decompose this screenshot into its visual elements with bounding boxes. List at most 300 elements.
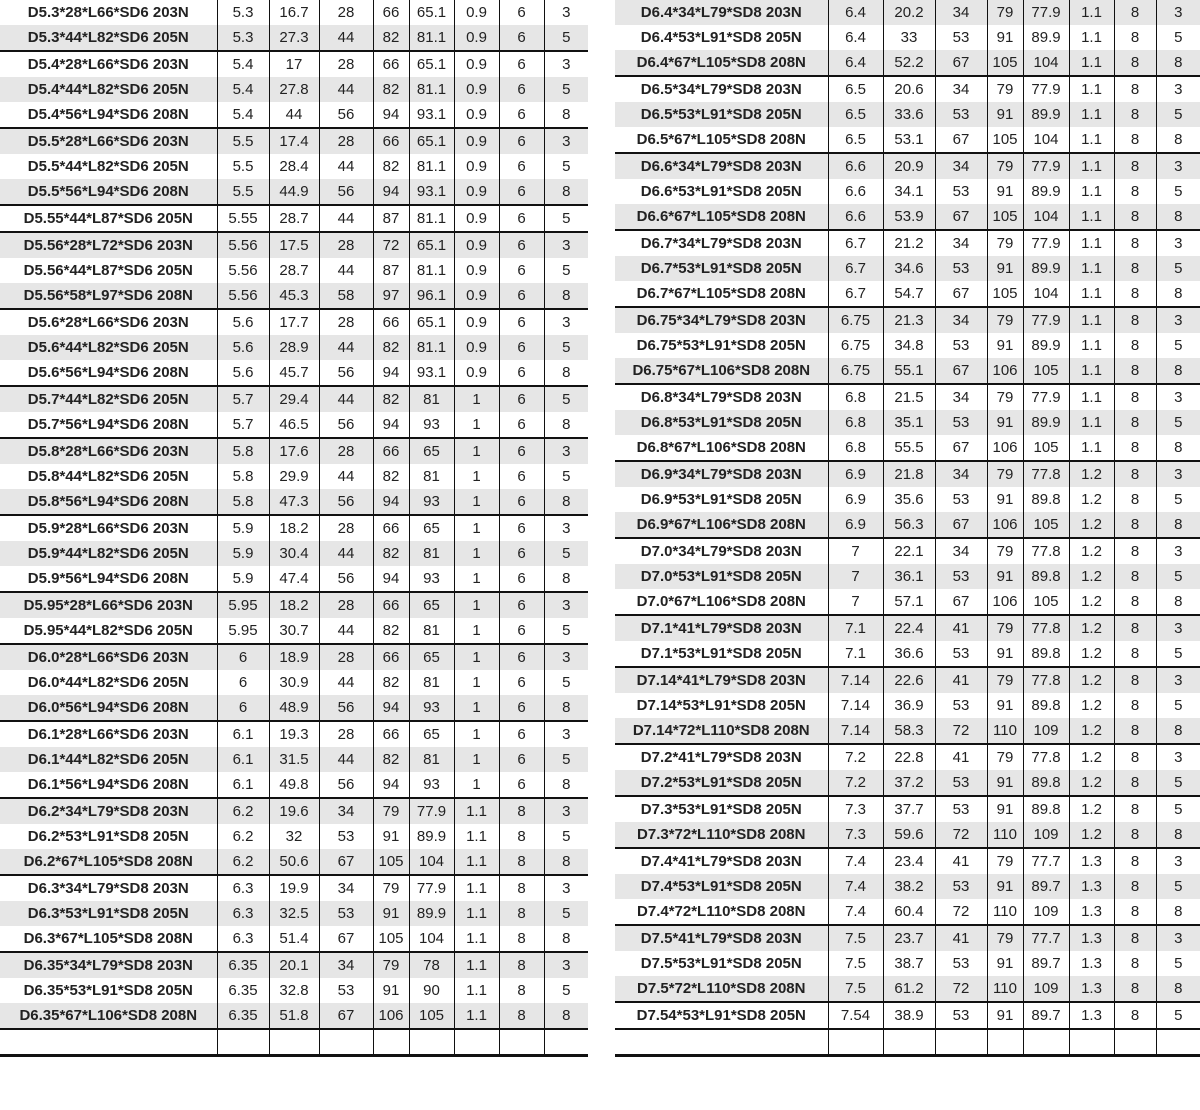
empty-cell	[1023, 1029, 1069, 1056]
value-cell: 21.8	[883, 461, 935, 487]
shank-cell: 6	[499, 25, 544, 51]
code-cell: D6.3*53*L91*SD8 205N	[0, 901, 217, 926]
overall-length-cell: 82	[373, 541, 409, 566]
length-cell: 89.9	[409, 824, 454, 849]
table-row	[615, 564, 1200, 589]
size-cell: 5	[1174, 645, 1183, 662]
value-cell: 20.1	[269, 952, 319, 978]
ratio-cell: 0.9	[454, 335, 499, 360]
empty-row	[0, 1029, 588, 1056]
table-row	[615, 1002, 1200, 1029]
shank-cell: 6	[499, 205, 544, 232]
flute-length-cell: 53	[935, 179, 987, 204]
overall-length-cell: 105	[987, 281, 1023, 307]
overall-length-cell: 79	[373, 798, 409, 824]
size-cell: 8	[1156, 822, 1200, 848]
size-cell: 5	[1156, 770, 1200, 796]
value-cell: 18.2	[269, 515, 319, 541]
flute-length-cell: 56	[319, 360, 373, 386]
code-cell: D5.3*28*L66*SD6 203N	[0, 0, 217, 25]
overall-length-cell: 66	[373, 438, 409, 464]
flute-length-cell: 34	[935, 230, 987, 256]
ratio-cell: 1.1	[1069, 307, 1114, 333]
code-cell: D6.8*67*L106*SD8 208N	[615, 435, 828, 461]
shank-cell: 6	[499, 360, 544, 386]
overall-length-cell: 66	[373, 0, 409, 25]
ratio-cell: 1.1	[1069, 358, 1114, 384]
flute-length-cell: 44	[319, 386, 373, 412]
diameter-cell: 7.1	[828, 641, 883, 667]
size-cell: 5	[562, 468, 571, 485]
shank-cell: 8	[1114, 25, 1156, 50]
length-cell: 89.8	[1023, 641, 1069, 667]
shank-cell: 8	[1114, 976, 1156, 1002]
overall-length-cell: 110	[987, 718, 1023, 744]
shank-cell: 6	[499, 309, 544, 335]
overall-length-cell: 66	[373, 644, 409, 670]
table-row	[615, 179, 1200, 204]
ratio-cell: 1.2	[1069, 589, 1114, 615]
table-row	[615, 358, 1200, 384]
code-cell: D5.6*56*L94*SD6 208N	[0, 360, 217, 386]
length-cell: 93.1	[409, 360, 454, 386]
length-cell: 77.9	[1023, 153, 1069, 179]
diameter-cell: 5.4	[217, 77, 269, 102]
size-cell: 8	[1156, 204, 1200, 230]
code-cell: D6.9*67*L106*SD8 208N	[615, 512, 828, 538]
shank-cell: 8	[1114, 333, 1156, 358]
size-cell: 8	[562, 570, 571, 587]
overall-length-cell: 91	[987, 770, 1023, 796]
code-cell: D7.1*41*L79*SD8 203N	[615, 615, 828, 641]
flute-length-cell: 67	[935, 127, 987, 153]
value-cell: 46.5	[269, 412, 319, 438]
shank-cell: 8	[1114, 0, 1156, 25]
ratio-cell: 1.3	[1069, 1002, 1114, 1029]
flute-length-cell: 28	[319, 51, 373, 77]
ratio-cell: 1.1	[1069, 76, 1114, 102]
length-cell: 77.9	[1023, 307, 1069, 333]
shank-cell: 8	[1114, 127, 1156, 153]
code-cell: D5.5*56*L94*SD6 208N	[0, 179, 217, 205]
diameter-cell: 7.5	[828, 976, 883, 1002]
flute-length-cell: 41	[935, 667, 987, 693]
code-cell: D6.5*53*L91*SD8 205N	[615, 102, 828, 127]
diameter-cell: 5.5	[217, 154, 269, 179]
length-cell: 90	[409, 978, 454, 1003]
ratio-cell: 1	[454, 489, 499, 515]
diameter-cell: 5.56	[217, 258, 269, 283]
diameter-cell: 6.35	[217, 952, 269, 978]
size-cell: 3	[544, 438, 588, 464]
flute-length-cell: 44	[319, 154, 373, 179]
diameter-cell: 5.9	[217, 515, 269, 541]
size-cell: 8	[1174, 593, 1183, 610]
length-cell: 89.9	[1023, 25, 1069, 50]
overall-length-cell: 82	[373, 618, 409, 644]
ratio-cell: 1.1	[1069, 204, 1114, 230]
length-cell: 77.8	[1023, 461, 1069, 487]
ratio-cell: 1	[454, 592, 499, 618]
value-cell: 36.6	[883, 641, 935, 667]
length-cell: 89.8	[1023, 796, 1069, 822]
empty-cell	[319, 1029, 373, 1056]
flute-length-cell: 67	[935, 281, 987, 307]
diameter-cell: 6.8	[828, 435, 883, 461]
ratio-cell: 1.2	[1069, 512, 1114, 538]
length-cell: 65	[409, 721, 454, 747]
value-cell: 53.1	[883, 127, 935, 153]
size-cell: 3	[544, 721, 588, 747]
empty-cell	[373, 1029, 409, 1056]
diameter-cell: 7.14	[828, 693, 883, 718]
table-row	[615, 204, 1200, 230]
code-cell: D7.3*72*L110*SD8 208N	[615, 822, 828, 848]
shank-cell: 8	[1114, 796, 1156, 822]
size-cell: 8	[544, 1003, 588, 1029]
flute-length-cell: 41	[935, 615, 987, 641]
shank-cell: 8	[1114, 179, 1156, 204]
ratio-cell: 1.1	[454, 875, 499, 901]
empty-cell	[544, 1029, 588, 1056]
length-cell: 89.7	[1023, 1002, 1069, 1029]
value-cell: 17.7	[269, 309, 319, 335]
shank-cell: 6	[499, 670, 544, 695]
value-cell: 17.6	[269, 438, 319, 464]
value-cell: 44	[269, 102, 319, 128]
size-cell: 3	[544, 232, 588, 258]
flute-length-cell: 28	[319, 438, 373, 464]
code-cell: D6.4*53*L91*SD8 205N	[615, 25, 828, 50]
value-cell: 38.2	[883, 874, 935, 899]
shank-cell: 8	[1114, 718, 1156, 744]
overall-length-cell: 82	[373, 670, 409, 695]
diameter-cell: 6.9	[828, 461, 883, 487]
flute-length-cell: 44	[319, 464, 373, 489]
table-row	[0, 592, 588, 618]
code-cell: D6.4*34*L79*SD8 203N	[615, 0, 828, 25]
shank-cell: 8	[499, 901, 544, 926]
flute-length-cell: 67	[319, 1003, 373, 1029]
length-cell: 65	[409, 438, 454, 464]
overall-length-cell: 94	[373, 772, 409, 798]
size-cell: 8	[1156, 50, 1200, 76]
ratio-cell: 1.1	[1069, 435, 1114, 461]
table-row	[0, 824, 588, 849]
length-cell: 77.9	[409, 875, 454, 901]
diameter-cell: 7.2	[828, 770, 883, 796]
code-cell: D7.4*72*L110*SD8 208N	[615, 899, 828, 925]
value-cell: 27.3	[269, 25, 319, 51]
flute-length-cell: 28	[319, 515, 373, 541]
table-row	[615, 435, 1200, 461]
size-cell: 8	[544, 849, 588, 875]
code-cell: D6.2*53*L91*SD8 205N	[0, 824, 217, 849]
code-cell: D6.35*34*L79*SD8 203N	[0, 952, 217, 978]
table-row	[0, 644, 588, 670]
table-row	[0, 25, 588, 51]
overall-length-cell: 106	[987, 358, 1023, 384]
diameter-cell: 6.5	[828, 76, 883, 102]
code-cell: D5.7*44*L82*SD6 205N	[0, 386, 217, 412]
shank-cell: 8	[1114, 50, 1156, 76]
overall-length-cell: 106	[987, 512, 1023, 538]
flute-length-cell: 44	[319, 205, 373, 232]
table-row	[615, 127, 1200, 153]
length-cell: 65.1	[409, 232, 454, 258]
size-cell: 8	[1156, 976, 1200, 1002]
diameter-cell: 5.6	[217, 335, 269, 360]
diameter-cell: 7.5	[828, 925, 883, 951]
table-row	[0, 464, 588, 489]
shank-cell: 8	[1114, 307, 1156, 333]
code-cell: D7.5*41*L79*SD8 203N	[615, 925, 828, 951]
empty-cell	[217, 1029, 269, 1056]
shank-cell: 6	[499, 515, 544, 541]
ratio-cell: 0.9	[454, 102, 499, 128]
flute-length-cell: 44	[319, 747, 373, 772]
flute-length-cell: 34	[319, 952, 373, 978]
diameter-cell: 6.6	[828, 153, 883, 179]
shank-cell: 8	[1114, 230, 1156, 256]
spec-table-right-body	[615, 0, 1200, 1056]
diameter-cell: 7.14	[828, 718, 883, 744]
code-cell: D6.5*34*L79*SD8 203N	[615, 76, 828, 102]
ratio-cell: 1.2	[1069, 693, 1114, 718]
shank-cell: 8	[499, 849, 544, 875]
shank-cell: 6	[499, 102, 544, 128]
overall-length-cell: 91	[987, 874, 1023, 899]
diameter-cell: 6.9	[828, 512, 883, 538]
code-cell: D6.7*67*L105*SD8 208N	[615, 281, 828, 307]
size-cell: 5	[1156, 102, 1200, 127]
diameter-cell: 5.4	[217, 51, 269, 77]
table-row	[0, 798, 588, 824]
flute-length-cell: 44	[319, 77, 373, 102]
diameter-cell: 5.9	[217, 541, 269, 566]
size-cell: 3	[544, 51, 588, 77]
diameter-cell: 5.3	[217, 25, 269, 51]
code-cell: D6.75*67*L106*SD8 208N	[615, 358, 828, 384]
code-cell: D6.8*53*L91*SD8 205N	[615, 410, 828, 435]
length-cell: 104	[1023, 50, 1069, 76]
shank-cell: 6	[499, 566, 544, 592]
diameter-cell: 7.54	[828, 1002, 883, 1029]
length-cell: 65.1	[409, 51, 454, 77]
diameter-cell: 6.3	[217, 901, 269, 926]
diameter-cell: 7.3	[828, 796, 883, 822]
empty-cell	[1069, 1029, 1114, 1056]
value-cell: 18.9	[269, 644, 319, 670]
flute-length-cell: 72	[935, 899, 987, 925]
table-row	[615, 667, 1200, 693]
overall-length-cell: 79	[987, 230, 1023, 256]
code-cell: D5.9*28*L66*SD6 203N	[0, 515, 217, 541]
flute-length-cell: 28	[319, 128, 373, 154]
diameter-cell: 6.6	[828, 179, 883, 204]
length-cell: 109	[1023, 718, 1069, 744]
table-row	[0, 179, 588, 205]
overall-length-cell: 79	[987, 307, 1023, 333]
size-cell: 5	[1174, 955, 1183, 972]
value-cell: 45.3	[269, 283, 319, 309]
code-cell: D5.95*28*L66*SD6 203N	[0, 592, 217, 618]
size-cell: 5	[1156, 256, 1200, 281]
size-cell: 5	[544, 386, 588, 412]
diameter-cell: 5.56	[217, 283, 269, 309]
size-cell: 5	[1156, 410, 1200, 435]
ratio-cell: 1.3	[1069, 976, 1114, 1002]
shank-cell: 8	[1114, 384, 1156, 410]
ratio-cell: 0.9	[454, 179, 499, 205]
size-cell: 5	[1174, 183, 1183, 200]
size-cell: 8	[562, 106, 571, 123]
length-cell: 77.9	[409, 798, 454, 824]
code-cell: D5.9*44*L82*SD6 205N	[0, 541, 217, 566]
overall-length-cell: 79	[987, 461, 1023, 487]
size-cell: 5	[1174, 29, 1183, 46]
size-cell: 5	[1156, 874, 1200, 899]
diameter-cell: 6.7	[828, 230, 883, 256]
size-cell: 8	[544, 695, 588, 721]
ratio-cell: 1.3	[1069, 899, 1114, 925]
code-cell: D5.7*56*L94*SD6 208N	[0, 412, 217, 438]
table-row	[0, 618, 588, 644]
length-cell: 81.1	[409, 258, 454, 283]
size-cell: 3	[544, 592, 588, 618]
length-cell: 77.9	[1023, 384, 1069, 410]
ratio-cell: 1.1	[1069, 230, 1114, 256]
flute-length-cell: 56	[319, 566, 373, 592]
table-row	[0, 438, 588, 464]
overall-length-cell: 91	[373, 824, 409, 849]
flute-length-cell: 53	[935, 410, 987, 435]
overall-length-cell: 110	[987, 976, 1023, 1002]
flute-length-cell: 34	[935, 76, 987, 102]
empty-cell	[883, 1029, 935, 1056]
diameter-cell: 7	[828, 564, 883, 589]
table-row	[615, 153, 1200, 179]
size-cell: 5	[544, 901, 588, 926]
flute-length-cell: 41	[935, 848, 987, 874]
size-cell: 8	[1156, 358, 1200, 384]
overall-length-cell: 94	[373, 489, 409, 515]
flute-length-cell: 67	[935, 435, 987, 461]
table-row	[615, 230, 1200, 256]
overall-length-cell: 82	[373, 464, 409, 489]
size-cell: 3	[1156, 538, 1200, 564]
shank-cell: 6	[499, 154, 544, 179]
shank-cell: 6	[499, 772, 544, 798]
diameter-cell: 6.7	[828, 256, 883, 281]
diameter-cell: 5.5	[217, 128, 269, 154]
code-cell: D5.6*28*L66*SD6 203N	[0, 309, 217, 335]
shank-cell: 6	[499, 258, 544, 283]
code-cell: D6.9*53*L91*SD8 205N	[615, 487, 828, 512]
table-row	[0, 978, 588, 1003]
code-cell: D6.4*67*L105*SD8 208N	[615, 50, 828, 76]
ratio-cell: 1	[454, 412, 499, 438]
table-row	[615, 796, 1200, 822]
shank-cell: 8	[1114, 281, 1156, 307]
ratio-cell: 0.9	[454, 0, 499, 25]
ratio-cell: 1.1	[454, 849, 499, 875]
shank-cell: 8	[1114, 770, 1156, 796]
overall-length-cell: 72	[373, 232, 409, 258]
value-cell: 21.2	[883, 230, 935, 256]
diameter-cell: 5.6	[217, 309, 269, 335]
diameter-cell: 6.1	[217, 772, 269, 798]
shank-cell: 6	[499, 438, 544, 464]
table-row	[615, 538, 1200, 564]
flute-length-cell: 53	[935, 796, 987, 822]
table-row	[615, 848, 1200, 874]
table-row	[0, 205, 588, 232]
flute-length-cell: 53	[935, 487, 987, 512]
value-cell: 35.6	[883, 487, 935, 512]
empty-cell	[935, 1029, 987, 1056]
length-cell: 81.1	[409, 77, 454, 102]
value-cell: 34.6	[883, 256, 935, 281]
shank-cell: 8	[1114, 925, 1156, 951]
ratio-cell: 0.9	[454, 360, 499, 386]
value-cell: 52.2	[883, 50, 935, 76]
value-cell: 57.1	[883, 589, 935, 615]
overall-length-cell: 79	[987, 538, 1023, 564]
table-row	[0, 772, 588, 798]
size-cell: 3	[1156, 744, 1200, 770]
code-cell: D7.14*72*L110*SD8 208N	[615, 718, 828, 744]
code-cell: D7.2*41*L79*SD8 203N	[615, 744, 828, 770]
length-cell: 104	[1023, 127, 1069, 153]
value-cell: 51.4	[269, 926, 319, 952]
empty-cell	[1156, 1029, 1200, 1056]
size-cell: 5	[544, 25, 588, 51]
overall-length-cell: 66	[373, 592, 409, 618]
overall-length-cell: 82	[373, 386, 409, 412]
size-cell: 8	[1156, 512, 1200, 538]
table-row	[615, 822, 1200, 848]
empty-cell	[0, 1029, 217, 1056]
ratio-cell: 0.9	[454, 51, 499, 77]
ratio-cell: 1.1	[1069, 102, 1114, 127]
code-cell: D7.3*53*L91*SD8 205N	[615, 796, 828, 822]
table-row	[615, 744, 1200, 770]
value-cell: 28.7	[269, 205, 319, 232]
overall-length-cell: 87	[373, 258, 409, 283]
table-row	[615, 718, 1200, 744]
ratio-cell: 1	[454, 721, 499, 747]
flute-length-cell: 72	[935, 976, 987, 1002]
shank-cell: 8	[1114, 641, 1156, 667]
ratio-cell: 1.1	[1069, 0, 1114, 25]
code-cell: D6.35*53*L91*SD8 205N	[0, 978, 217, 1003]
ratio-cell: 1.2	[1069, 770, 1114, 796]
length-cell: 104	[409, 849, 454, 875]
table-row	[0, 77, 588, 102]
size-cell: 5	[544, 77, 588, 102]
table-row	[0, 283, 588, 309]
code-cell: D7.0*34*L79*SD8 203N	[615, 538, 828, 564]
shank-cell: 8	[1114, 564, 1156, 589]
overall-length-cell: 79	[987, 744, 1023, 770]
value-cell: 44.9	[269, 179, 319, 205]
flute-length-cell: 67	[935, 358, 987, 384]
length-cell: 65	[409, 515, 454, 541]
code-cell: D5.56*44*L87*SD6 205N	[0, 258, 217, 283]
value-cell: 37.7	[883, 796, 935, 822]
overall-length-cell: 91	[987, 410, 1023, 435]
